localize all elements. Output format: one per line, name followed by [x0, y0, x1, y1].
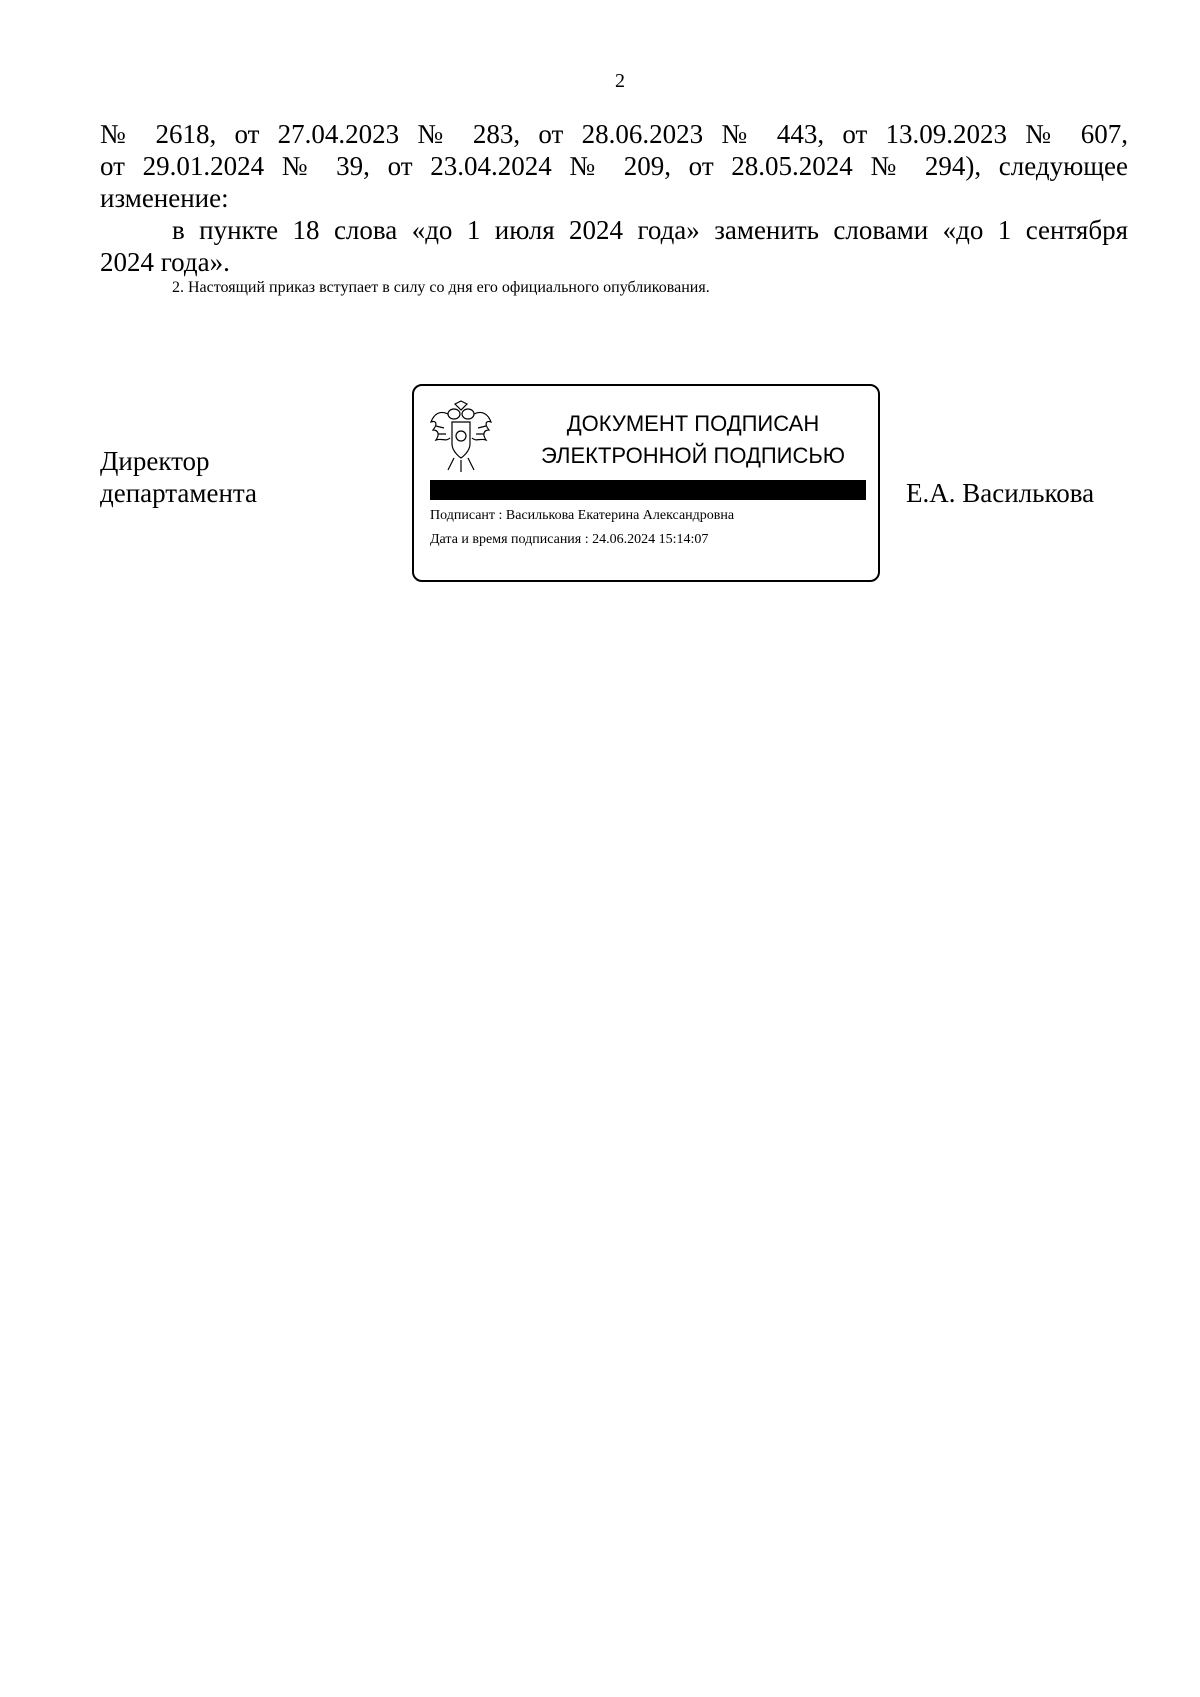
page-number: 2 — [615, 70, 625, 92]
position-line: Директор — [100, 446, 210, 476]
stamp-signer: Подписант : Василькова Екатерина Александровна — [430, 508, 735, 523]
amendment-line: 2024 года». — [100, 247, 230, 277]
paragraph-line: № 2618, от 27.04.2023 № 283, от 28.06.2023 № 443, от 13.09.2023 № 607, — [100, 119, 1128, 149]
document-body — [100, 118, 1128, 278]
stamp-title-line: ЭЛЕКТРОННОЙ ПОДПИСЬЮ — [540, 443, 846, 468]
stamp-title-line: ДОКУМЕНТ ПОДПИСАН — [566, 411, 820, 436]
position-line: департамента — [100, 478, 258, 508]
amendment-line: в пункте 18 слова «до 1 июля 2024 года» заменить словами «до 1 сентября — [172, 215, 1128, 245]
signatory-name: Е.А. Василькова — [906, 478, 1095, 508]
effective-date-paragraph: 2. Настоящий приказ вступает в силу со дня его официального опубликования. — [172, 279, 710, 296]
stamp-title — [514, 408, 872, 472]
paragraph-line: изменение: — [100, 183, 229, 213]
stamp-certificate-bar — [430, 480, 866, 500]
electronic-signature-stamp — [412, 384, 880, 582]
signatory-position — [100, 445, 257, 509]
paragraph-line: от 29.01.2024 № 39, от 23.04.2024 № 209, от 28.05.2024 № 294), следующее — [100, 151, 1128, 181]
coat-of-arms-icon — [428, 400, 494, 474]
stamp-datetime: Дата и время подписания : 24.06.2024 15:14:07 — [430, 532, 709, 547]
